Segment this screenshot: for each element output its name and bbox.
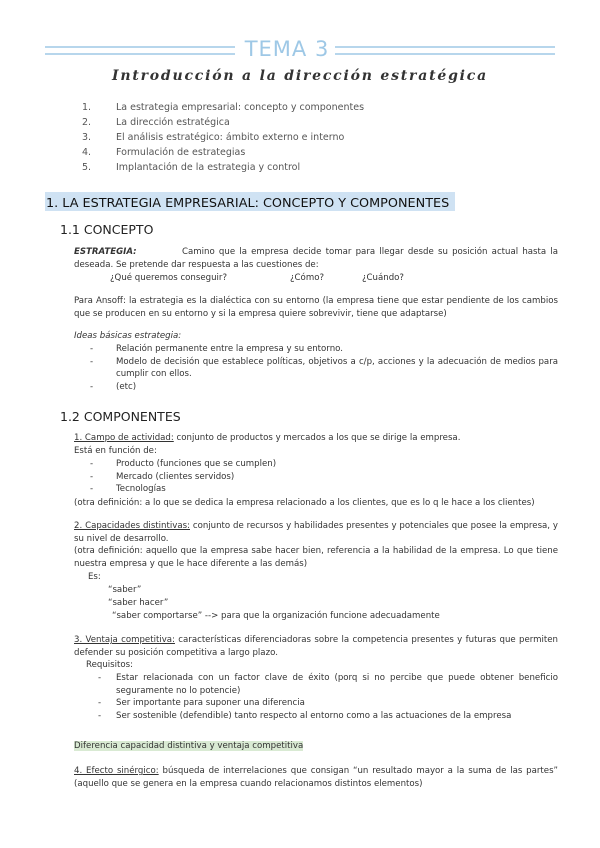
question-when: ¿Cuándo?	[362, 273, 404, 283]
ventaja-text: características diferenciadoras sobre la competencia presentes y futuras que permiten defender su posición competitiva a largo plazo.	[74, 635, 558, 658]
efecto-text: búsqueda de interrelaciones que consigan “un resultado mayor a la suma de las partes” (aquello que se genera en la empresa cuando relacionamos distintos elementos)	[74, 766, 558, 789]
highlighted-note: Diferencia capacidad distintiva y ventaja competitiva	[74, 741, 304, 751]
efecto-sinergico	[74, 765, 558, 790]
outline-item	[82, 130, 364, 145]
capacidades-distintivas	[74, 520, 558, 545]
list-item: - Ser sostenible (defendible) tanto respecto al entorno como a las actuaciones de la empresa	[98, 710, 558, 723]
capacidades-title: 2. Capacidades distintivas:	[74, 521, 190, 531]
requisitos-label: Requisitos:	[86, 660, 134, 670]
title-rule	[45, 53, 235, 55]
list-item: - Ser importante para suponer una diferencia	[98, 697, 558, 710]
title-rule	[45, 46, 235, 48]
ventaja-competitiva	[74, 634, 558, 659]
outline-number: 4.	[82, 147, 92, 158]
efecto-title: 4. Efecto sinérgico:	[74, 766, 159, 776]
title-rule	[335, 53, 555, 55]
section-heading	[45, 192, 455, 211]
outline-number: 2.	[82, 117, 92, 128]
campo-actividad	[74, 432, 558, 445]
chapter-title: TEMA 3	[244, 37, 330, 61]
campo-text: conjunto de productos y mercados a los que se dirige la empresa.	[173, 433, 461, 443]
chapter-subtitle: Introducción a la dirección estratégica	[112, 68, 488, 84]
saber-item: “saber”	[108, 585, 142, 595]
outline-text: La dirección estratégica	[116, 117, 230, 128]
outline-item	[82, 100, 364, 115]
estrategia-text: Camino que la empresa decide tomar para llegar desde su posición actual hasta la deseada. Se pretende dar respuesta a las cuestiones de:	[74, 247, 558, 270]
section-title: 1. LA ESTRATEGIA EMPRESARIAL: CONCEPTO Y COMPONENTES	[46, 196, 450, 211]
funcion-label: Está en función de:	[74, 446, 157, 456]
campo-title: 1. Campo de actividad:	[74, 433, 174, 443]
list-item: - Producto (funciones que se cumplen)	[90, 458, 574, 471]
saber-hacer-item: “saber hacer”	[108, 598, 169, 608]
outline-text: Implantación de la estrategia y control	[116, 162, 301, 173]
diferencia-note	[74, 740, 558, 753]
ideas-label: Ideas básicas estrategia:	[74, 331, 182, 341]
list-item: - Mercado (clientes servidos)	[90, 471, 574, 484]
outline-number: 3.	[82, 132, 92, 143]
question-how: ¿Cómo?	[290, 273, 325, 283]
ansoff-paragraph: Para Ansoff: la estrategia es la dialéctica con su entorno (la empresa tiene que estar pendiente de los cambios que se producen en su entorno y si la empresa quiere sobrevivir, tiene que adaptarse)	[74, 296, 558, 319]
list-item: - Tecnologías	[90, 483, 574, 496]
ideas-list	[90, 343, 558, 393]
outline-number: 5.	[82, 162, 92, 173]
campo-other-definition: (otra definición: a lo que se dedica la empresa relacionado a los clientes, que es lo q le hace a los clientes)	[74, 498, 535, 508]
capacidades-other-definition: (otra definición: aquello que la empresa sabe hacer bien, referencia a la habilidad de la empresa. Lo que tiene nuestra empresa y que le hace diferente a las demás)	[74, 546, 558, 569]
outline-item	[82, 115, 364, 130]
list-item: - Modelo de decisión que establece políticas, objetivos a c/p, acciones y la adecuación de medios para cumplir con ellos.	[90, 356, 558, 381]
title-banner	[45, 37, 555, 64]
outline-item	[82, 145, 364, 160]
outline-number: 1.	[82, 102, 92, 113]
estrategia-definition	[74, 246, 558, 271]
estrategia-label: ESTRATEGIA:	[74, 247, 137, 257]
title-rule	[335, 46, 555, 48]
ventaja-title: 3. Ventaja competitiva:	[74, 635, 175, 645]
es-label: Es:	[88, 572, 101, 582]
requisitos-list	[98, 672, 558, 722]
outline-text: Formulación de estrategias	[116, 147, 246, 158]
outline-text: La estrategia empresarial: concepto y componentes	[116, 102, 365, 113]
outline-text: El análisis estratégico: ámbito externo e interno	[116, 132, 345, 143]
saber-comportarse-item: “saber comportarse” --> para que la organización funcione adecuadamente	[112, 611, 440, 621]
subsection-heading-concepto: 1.1 CONCEPTO	[60, 222, 154, 237]
list-item: - (etc)	[90, 381, 558, 394]
question-what: ¿Qué queremos conseguir?	[110, 273, 228, 283]
funcion-list	[90, 458, 574, 496]
capacidades-text: conjunto de recursos y habilidades presentes y potenciales que posee la empresa, y su nivel de desarrollo.	[74, 521, 558, 544]
list-item: - Relación permanente entre la empresa y su entorno.	[90, 343, 558, 356]
list-item: - Estar relacionada con un factor clave de éxito (porq si no percibe que puede obtener beneficio seguramente no lo potencie)	[98, 672, 558, 697]
chapter-outline	[82, 100, 364, 175]
outline-item	[82, 160, 364, 175]
subsection-heading-componentes: 1.2 COMPONENTES	[60, 409, 181, 424]
